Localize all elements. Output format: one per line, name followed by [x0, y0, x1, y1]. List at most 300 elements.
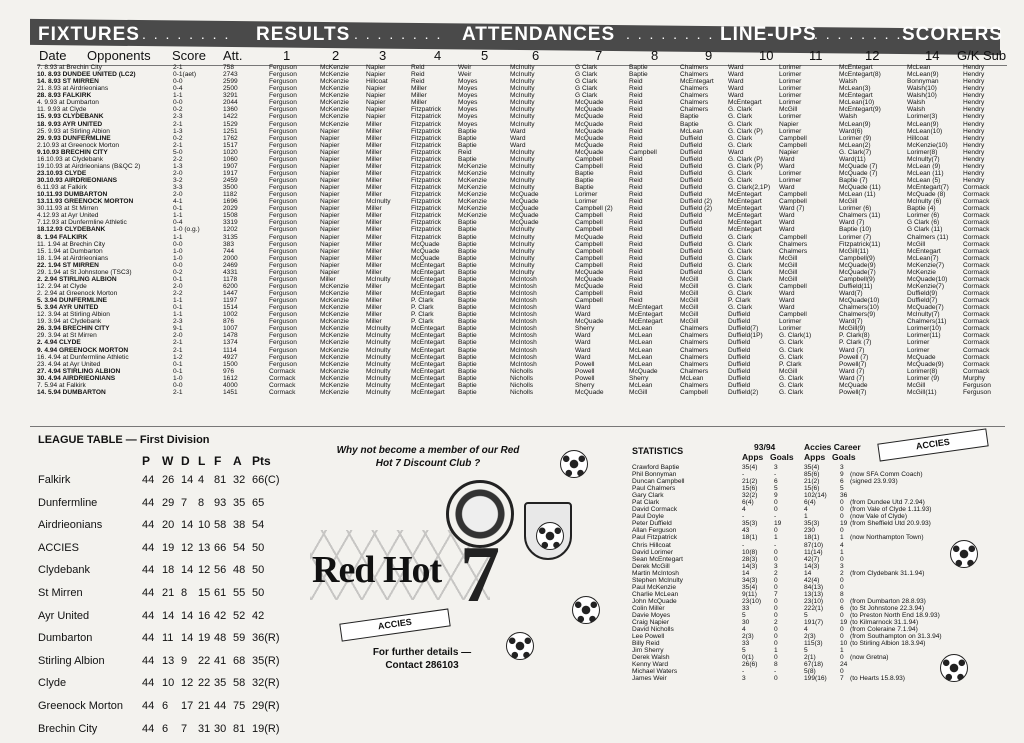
lineup-cell: Duffield: [680, 155, 703, 163]
lineup-cell: Ferguson: [269, 169, 297, 177]
league-value: 26: [162, 474, 175, 486]
stat-value: 1: [840, 534, 844, 542]
lineup-cell: McQuade: [575, 388, 604, 396]
lineup-cell: Napier: [320, 240, 340, 248]
accies-scroll-banner: ACCIES: [339, 608, 450, 641]
lineup-cell: G. Clark: [779, 388, 804, 396]
player-name: Paul Chalmers: [632, 485, 676, 493]
lineup-cell: Ferguson: [269, 332, 297, 340]
lineup-cell: Reid: [629, 169, 643, 177]
player-name: Derek Walsh: [632, 654, 670, 662]
stat-value: 115(3): [804, 640, 823, 648]
lineup-cell: Murphy: [963, 374, 985, 382]
league-row: [38, 653, 288, 676]
accies-scroll-banner: ACCIES: [877, 428, 988, 461]
player-stat-row: [632, 591, 1004, 598]
stat-value: 42(7): [804, 555, 820, 563]
league-value: 19: [198, 632, 211, 645]
lineup-cell: Lorimer (9): [839, 134, 872, 142]
lineup-cell: Napier: [320, 212, 340, 220]
stat-value: 21(2): [742, 478, 758, 486]
lineup-cell: Hendry: [963, 141, 985, 149]
lineup-cell: Campbell: [575, 219, 603, 227]
col-date: Date: [39, 48, 67, 63]
lineup-cell: McKenzie: [320, 290, 349, 297]
lineup-cell: Chalmers: [779, 240, 808, 248]
player-name: Michael Waters: [632, 668, 678, 676]
result-row: [37, 163, 1007, 170]
lineup-cell: McIntosh: [510, 304, 537, 312]
lineup-cell: Miller: [366, 304, 382, 312]
col-14: 14: [925, 48, 940, 63]
lineup-cell: McQuade: [575, 233, 604, 241]
lineup-cell: Campbell: [575, 254, 603, 262]
lineup-cell: Cormack: [963, 353, 990, 361]
lineup-cell: Reid: [629, 177, 643, 184]
attendance-cell: 1251: [223, 127, 238, 135]
fixture-cell: 8. 1.94 FALKIRK: [37, 233, 88, 241]
stat-value: 11(14): [804, 548, 823, 556]
lineup-cell: Hendry: [963, 162, 985, 170]
league-value: 22: [198, 677, 211, 690]
score-cell: 0-1: [173, 360, 183, 368]
league-col-l: L: [198, 454, 206, 468]
score-cell: 1-1: [173, 311, 183, 319]
player-stat-row: [632, 633, 1004, 640]
league-value: 8: [181, 586, 188, 599]
stat-value: 1: [774, 647, 778, 655]
player-stat-row: [632, 513, 1004, 520]
lineup-cell: Napier: [366, 71, 386, 79]
lineup-cell: Ferguson: [269, 318, 297, 326]
stats-career-apps: Apps: [804, 452, 826, 462]
lineup-cell: Reid: [629, 198, 643, 206]
league-value: 13: [198, 541, 211, 554]
stat-value: 3: [840, 464, 844, 471]
fixture-cell: 10. 8.93 DUNDEE UNITED (LC2): [37, 71, 136, 79]
lineup-cell: Campbell: [779, 198, 807, 206]
stat-value: 5: [742, 647, 746, 655]
lineup-cell: McEntegart: [728, 212, 762, 220]
result-row: [37, 198, 1007, 205]
lineup-cell: Cormack: [963, 261, 990, 269]
fixture-cell: 18.12.93 CLYDEBANK: [37, 226, 106, 234]
lineup-cell: McQuade: [575, 148, 604, 156]
fixture-cell: 19. 3.94 at Clydebank: [37, 318, 102, 326]
stat-value: 0: [774, 499, 778, 507]
fixture-cell: 2. 4.94 CLYDE: [37, 339, 81, 347]
lineup-cell: Chalmers(11): [907, 318, 947, 326]
lineup-cell: McQuade: [575, 134, 604, 142]
lineup-cell: Cormack: [963, 332, 990, 340]
league-value: 50: [252, 541, 265, 554]
lineup-cell: P. Clark: [411, 297, 434, 305]
lineup-cell: Baptie: [458, 261, 477, 269]
league-value: 44: [214, 699, 227, 712]
lineup-cell: McLean: [680, 127, 704, 135]
attendance-cell: 1500: [223, 360, 238, 368]
lineup-cell: McQuade (8): [907, 191, 946, 199]
lineup-cell: Chalmers (11): [907, 233, 949, 241]
lineup-cell: Baptie: [458, 134, 477, 142]
lineup-cell: Powell: [575, 367, 595, 375]
lineup-cell: McIntosh: [510, 325, 537, 333]
lineup-cell: Ward (7): [839, 219, 865, 227]
player-stat-row: [632, 570, 1004, 577]
attendance-cell: 1020: [223, 148, 238, 156]
lineup-cell: Hendry: [963, 71, 985, 79]
lineup-cell: Sherry: [575, 381, 595, 389]
lineup-cell: McInulty: [366, 325, 391, 333]
lineup-cell: Nicholls: [510, 374, 534, 382]
player-stat-row: [632, 527, 1004, 534]
league-value: 18: [162, 564, 175, 577]
lineup-cell: Baptie: [458, 127, 477, 135]
stat-value: 2(3): [804, 633, 816, 641]
stats-career-goals: Goals: [832, 452, 856, 462]
result-row: [37, 78, 1007, 85]
score-cell: 2-0: [173, 169, 183, 177]
lineup-cell: McInulty: [510, 169, 535, 177]
col-att: Att.: [223, 48, 243, 63]
lineup-cell: Moyes: [458, 106, 478, 114]
lineup-cell: Moyes: [458, 99, 478, 107]
lineup-cell: Ward: [510, 141, 526, 149]
lineup-cell: Ferguson: [269, 92, 297, 100]
attendance-cell: 1612: [223, 374, 238, 382]
lineup-cell: Miller: [366, 169, 382, 177]
fixture-cell: 29. 9.93 DUNFERMLINE: [37, 134, 111, 142]
fixture-cell: 9.10.93 BRECHIN CITY: [37, 148, 108, 156]
league-value: 13: [162, 654, 175, 667]
stat-value: 6: [840, 604, 844, 612]
lineup-cell: Fitzpatrick: [411, 205, 442, 213]
lineup-cell: Reid: [458, 148, 472, 156]
player-name: Lee Powell: [632, 633, 665, 641]
lineup-cell: Ward: [510, 134, 526, 142]
result-row: [37, 382, 1007, 389]
stat-value: 18(1): [742, 534, 758, 542]
lineup-cell: McQuade: [411, 254, 440, 262]
lineup-cell: Miller: [366, 205, 382, 213]
score-cell: 0-0: [173, 240, 183, 248]
lineup-cell: Baptie: [458, 282, 477, 290]
lineup-cell: Ferguson: [269, 346, 297, 354]
league-value: 56: [214, 564, 227, 577]
stat-value: 87(10): [804, 541, 824, 549]
result-row: [37, 135, 1007, 142]
player-name: James Weir: [632, 675, 667, 683]
lineup-cell: McKenzie: [320, 92, 349, 100]
lineup-cell: Duffield: [680, 233, 703, 241]
stat-value: 199(16): [804, 675, 827, 683]
lineup-cell: McLean: [629, 346, 653, 354]
lineup-cell: Powell: [575, 360, 595, 368]
lineup-cell: McQuade(10): [907, 275, 948, 283]
stat-value: 5: [804, 611, 808, 619]
lineup-cell: McEntegart: [411, 261, 445, 269]
lineup-cell: Reid: [629, 268, 643, 276]
lineup-cell: Chalmers: [680, 64, 709, 71]
lineup-cell: McLean: [680, 374, 704, 382]
lineup-cell: Campbell: [779, 141, 807, 149]
player-stat-row: [632, 619, 1004, 626]
stat-value: 0: [774, 675, 778, 683]
lineup-cell: Fitzpatrick: [411, 212, 442, 220]
lineup-cell: McIntosh: [510, 311, 537, 319]
lineup-cell: Moyes: [458, 120, 478, 128]
lineup-cell: Duffield(11): [839, 282, 873, 290]
lineup-cell: McKenzie: [320, 113, 349, 121]
lineup-cell: Ferguson: [269, 247, 297, 255]
lineup-cell: McInulty: [366, 275, 391, 283]
player-stat-row: [632, 464, 1004, 471]
stat-value: -: [774, 471, 777, 479]
result-row: [37, 318, 1007, 325]
stat-value: -: [742, 471, 745, 479]
lineup-cell: Fitzpatrick: [411, 191, 442, 199]
result-row: [37, 339, 1007, 346]
fixture-cell: 2.10.93 at Greenock Morton: [37, 141, 120, 149]
stat-value: 43: [742, 527, 750, 535]
result-row: [37, 205, 1007, 212]
lineup-cell: McInulty: [366, 353, 391, 361]
lineup-cell: Campbell: [575, 261, 603, 269]
lineup-cell: Miller: [366, 134, 382, 142]
lineup-cell: G Clark (6): [907, 219, 940, 227]
lineup-cell: Ferguson: [269, 148, 297, 156]
lineup-cell: Napier: [320, 148, 340, 156]
fixture-cell: 18. 1.94 at Airdrieonians: [37, 254, 109, 262]
player-name: David Cormack: [632, 506, 678, 514]
lineup-cell: McQuade: [575, 141, 604, 149]
lineup-cell: Baptie (7): [839, 177, 868, 184]
lineup-cell: McInulty: [366, 388, 391, 396]
lineup-cell: Cormack: [963, 184, 990, 192]
score-cell: 1-2: [173, 353, 183, 361]
stat-value: 13(13): [804, 590, 824, 598]
attendance-cell: 4927: [223, 353, 238, 361]
lineup-cell: Lorimer: [779, 318, 802, 326]
lineup-cell: G. Clark: [779, 339, 804, 347]
stat-value: 0: [774, 633, 778, 641]
lineup-cell: Campbell: [779, 233, 807, 241]
league-col-d: D: [181, 454, 190, 468]
lineup-cell: Duffield: [680, 247, 703, 255]
lineup-cell: Lorimer: [779, 127, 802, 135]
lineup-cell: Baptie: [458, 388, 477, 396]
lineup-cell: Ferguson: [269, 325, 297, 333]
player-note: (from Clydebank 31.1.94): [850, 569, 925, 577]
col-10: 10: [759, 48, 774, 63]
lineup-cell: McEntegart: [411, 282, 445, 290]
lineup-cell: McInulty: [510, 113, 535, 121]
attendance-cell: 2000: [223, 254, 238, 262]
score-cell: 2-2: [173, 290, 183, 297]
lineup-cell: Lorimer: [575, 191, 598, 199]
lineup-cell: Duffield: [680, 240, 703, 248]
stat-value: 1: [774, 534, 778, 542]
result-row: [37, 269, 1007, 276]
stat-value: 222(1): [804, 604, 824, 612]
score-cell: 2-1: [173, 388, 183, 396]
lineup-cell: McInulty: [366, 360, 391, 368]
lineup-cell: McEntegart: [411, 290, 445, 297]
football-icon: [560, 450, 588, 478]
league-value: 14: [162, 609, 175, 622]
lineup-cell: P. Clark: [779, 360, 802, 368]
lineup-cell: Ward: [575, 304, 591, 312]
lineup-cell: Miller: [411, 92, 427, 100]
player-note: (signed 23.9.93): [850, 478, 898, 486]
result-row: [37, 311, 1007, 318]
league-value: 54: [233, 541, 246, 554]
lineup-cell: McKenzie: [320, 106, 349, 114]
attendance-cell: 2044: [223, 99, 238, 107]
lineup-cell: Campbell: [575, 226, 603, 234]
league-value: 52: [233, 609, 246, 622]
lineup-cell: Baptie: [680, 120, 699, 128]
player-name: Duncan Campbell: [632, 478, 685, 486]
league-value: 12: [181, 677, 194, 690]
lineup-cell: G Clark: [575, 71, 598, 79]
lineup-cell: McLean: [907, 64, 931, 71]
lineup-cell: Chalmers: [680, 325, 709, 333]
lineup-cell: McEntegart: [839, 92, 873, 100]
league-value: 44: [142, 541, 155, 554]
lineup-cell: McLean(2): [839, 141, 871, 149]
league-value: 44: [142, 496, 155, 509]
league-row: [38, 608, 288, 631]
fixture-cell: 11. 9.93 at Clyde: [37, 106, 87, 114]
lineup-cell: McInulty: [510, 261, 535, 269]
stat-value: 2: [774, 619, 778, 627]
lineup-cell: Powell (7): [839, 353, 869, 361]
lineup-cell: G. Clark: [728, 247, 753, 255]
lineup-cell: Miller: [366, 290, 382, 297]
lineup-cell: Miller: [366, 297, 382, 305]
lineup-cell: McGill: [839, 198, 858, 206]
lineup-cell: Duffield(2): [728, 388, 759, 396]
stat-value: 30: [742, 619, 750, 627]
lineup-cell: McLean(10): [839, 99, 875, 107]
lineup-cell: Ward: [779, 304, 795, 312]
attendance-cell: 2500: [223, 85, 238, 93]
lineup-cell: Ferguson: [269, 71, 297, 79]
lineup-cell: Ward: [728, 64, 744, 71]
player-name: Pat Clark: [632, 499, 660, 507]
team-name: Falkirk: [38, 474, 71, 486]
lineup-cell: Weir: [458, 64, 472, 71]
league-value: 61: [214, 586, 227, 599]
league-value: 14: [181, 564, 194, 577]
stat-value: 5: [804, 647, 808, 655]
lineup-cell: Lorimer: [779, 92, 802, 100]
league-value: 54: [252, 519, 265, 532]
result-row: [37, 71, 1007, 78]
lineup-cell: Reid: [629, 85, 643, 93]
lineup-cell: McIntosh: [510, 282, 537, 290]
lineup-cell: McQuade: [510, 198, 539, 206]
lineup-cell: Reid: [629, 240, 643, 248]
fixture-cell: 30. 4.94 AIRDRIEONIANS: [37, 374, 116, 382]
lineup-cell: McIntosh: [510, 275, 537, 283]
lineup-cell: Campbell: [779, 134, 807, 142]
lineup-cell: Baptie: [458, 311, 477, 319]
col-12: 12: [865, 48, 880, 63]
league-row: [38, 472, 288, 495]
lineup-cell: McEntegart: [411, 325, 445, 333]
lineup-cell: Hillcoat: [366, 78, 388, 86]
league-col-f: F: [214, 454, 222, 468]
player-name: Charlie McLean: [632, 590, 679, 598]
attendance-cell: 1360: [223, 106, 238, 114]
attendance-cell: 1374: [223, 339, 238, 347]
league-table-title: LEAGUE TABLE — First Division: [38, 434, 210, 446]
stat-value: 15(6): [804, 485, 820, 493]
lineup-cell: Miller: [366, 311, 382, 319]
lineup-cell: Baptie: [458, 374, 477, 382]
lineup-cell: Hendry: [963, 127, 985, 135]
attendance-cell: 2469: [223, 261, 238, 269]
lineup-cell: Lorimer(8): [907, 148, 938, 156]
lineup-cell: G. Clark (P): [728, 162, 763, 170]
league-row: [38, 585, 288, 608]
league-value: 38: [233, 519, 246, 532]
lineup-cell: Cormack: [963, 318, 990, 326]
score-cell: 3-2: [173, 177, 183, 184]
league-value: 14: [181, 632, 194, 645]
col-score: Score: [172, 48, 206, 63]
lineup-cell: McLean: [629, 325, 653, 333]
score-cell: 2-1: [173, 141, 183, 149]
score-cell: 0-1: [173, 367, 183, 375]
lineup-cell: Duffield: [680, 134, 703, 142]
lineup-cell: Reid: [629, 233, 643, 241]
lineup-cell: Campbell: [575, 212, 603, 220]
attendance-cell: 1202: [223, 226, 238, 234]
lineup-cell: Ward: [779, 155, 795, 163]
lineup-cell: McLean(9): [907, 120, 939, 128]
league-value: 10: [162, 677, 175, 690]
stat-value: 10(8): [742, 548, 758, 556]
lineup-cell: McGill: [629, 388, 648, 396]
league-value: 44: [142, 564, 155, 577]
lineup-cell: Napier: [320, 254, 340, 262]
league-value: 93: [214, 496, 227, 509]
lineup-cell: Miller: [366, 240, 382, 248]
stat-value: 191(7): [804, 619, 824, 627]
lineup-cell: Ferguson: [269, 134, 297, 142]
attendance-cell: 2599: [223, 78, 238, 86]
player-stat-row: [632, 506, 1004, 513]
lineup-cell: Ward (7): [839, 367, 865, 375]
stat-value: 26(6): [742, 661, 758, 669]
league-row: [38, 562, 288, 585]
lineup-cell: Ferguson: [269, 155, 297, 163]
result-row: [37, 297, 1007, 304]
lineup-cell: Campbell: [680, 388, 708, 396]
lineup-cell: Miller: [366, 127, 382, 135]
attendance-cell: 1696: [223, 198, 238, 206]
player-name: Davie Moyes: [632, 611, 671, 619]
result-row: [37, 347, 1007, 354]
league-col-pts: Pts: [252, 454, 271, 468]
lineup-cell: McQuade: [575, 282, 604, 290]
attendance-cell: 2029: [223, 205, 238, 213]
lineup-cell: Ward: [575, 346, 591, 354]
lineup-cell: McKenzie: [458, 205, 487, 213]
